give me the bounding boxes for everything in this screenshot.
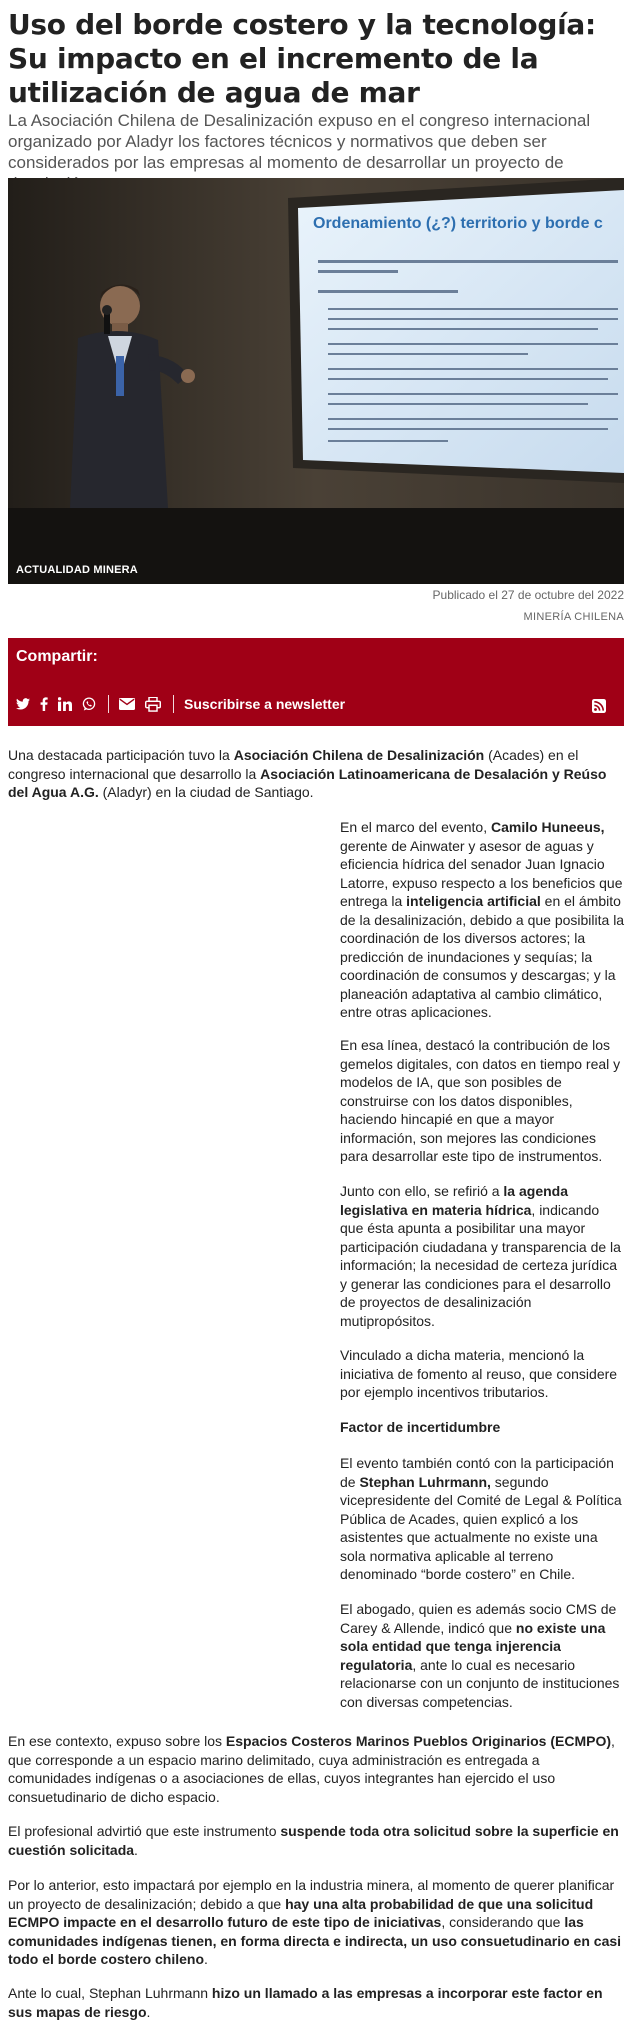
p11-bold-b: hizo un llamado a las empresas a incorporar este factor en sus mapas de riesgo: [8, 1985, 603, 2020]
p1-bold-b: Asociación Chilena de Desalinización: [233, 747, 485, 763]
paragraph-2: [340, 818, 626, 1022]
share-separator: [108, 695, 109, 713]
p10-bold-d: las comunidades indígenas tienen, en forma directa e indirecta, un uso consuetudinario en casi todo el borde costero chileno: [8, 1914, 622, 1967]
paragraph-7: [340, 1600, 626, 1711]
p10-bold-b: hay una alta probabilidad de que una solicitud ECMPO impacte en el desarrollo futuro de este tipo de iniciativas: [8, 1895, 594, 1930]
p6-text-c: segundo vicepresidente del Comité de Legal & Política Pública de Acades, quien explicó a los asistentes que actualmente no existe una sola normativa aplicable al terreno denominado “borde costero” en Chile.: [340, 1473, 622, 1582]
whatsapp-icon[interactable]: [82, 694, 96, 714]
paragraph-11: [8, 1984, 624, 2021]
p9-bold-b: suspende toda otra solicitud sobre la superficie en cuestión solicitada: [8, 1823, 619, 1858]
p6-bold-b: Stephan Luhrmann,: [359, 1473, 491, 1490]
twitter-icon[interactable]: [16, 694, 30, 714]
paragraph-9: [8, 1822, 624, 1859]
share-box: [8, 638, 624, 726]
p8-text-c: , que corresponde a un espacio marino delimitado, cuya administración es entregada a comunidades indígenas o a asociaciones de ellas, cuyos integrantes han ejercido el uso consuetudinario de dicho espacio.: [8, 1733, 615, 1805]
conference-photo: [8, 178, 624, 584]
p7-text-a: El abogado, quien es además socio CMS de Carey & Allende, indicó que: [340, 1601, 617, 1636]
p2-text-a: En el marco del evento,: [340, 819, 491, 835]
p10-text-e: .: [204, 1951, 208, 1967]
p1-text-a: Una destacada participación tuvo la: [8, 747, 234, 763]
p7-text-c: , ante lo cual es necesario relacionarse con un conjunto de instituciones con diversas competencias.: [340, 1656, 620, 1710]
linkedin-icon[interactable]: [58, 694, 72, 714]
paragraph-8: [8, 1732, 624, 1806]
p11-text-c: .: [146, 2003, 151, 2020]
p10-text-a: Por lo anterior, esto impactará por ejemplo en la industria minera, al momento de querer planificar un proyecto de desalinización; debido a que: [8, 1877, 615, 1912]
rss-icon[interactable]: [592, 696, 606, 716]
p4-bold-b: la agenda legislativa en materia hídrica: [340, 1183, 569, 1218]
paragraph-5: Vinculado a dicha materia, mencionó la iniciativa de fomento al reuso, que considere por ejemplo incentivos tributarios.: [340, 1347, 618, 1400]
p1-text-c: (Acades) en el congreso internacional que desarrollo la: [8, 747, 579, 782]
p6-text-a: El evento también contó con la participación de: [340, 1455, 614, 1490]
publish-date: Publicado el 27 de octubre del 2022: [432, 588, 624, 602]
p8-text-a: En ese contexto, expuso sobre los: [8, 1733, 226, 1749]
p2-text-e: en el ámbito de la desalinización, debido a que posibilita la coordinación de los diversos actores; la predicción de inundaciones y sequías; la coordinación de consumos y descargas; y la planeación adaptativa al cambio climático, entre otras aplicaciones.: [340, 893, 625, 1020]
p4-text-a: Junto con ello, se refirió a: [340, 1183, 504, 1199]
facebook-icon[interactable]: [40, 694, 48, 714]
article-hero-image: [8, 178, 624, 584]
mail-icon[interactable]: [119, 694, 135, 714]
section-subheading: Factor de incertidumbre: [340, 1419, 501, 1435]
p1-bold-d: Asociación Latinoamericana de Desalación y Reúso del Agua A.G.: [8, 765, 607, 800]
share-bar: [16, 694, 616, 714]
share-title: Compartir:: [16, 648, 98, 665]
print-icon[interactable]: [145, 694, 161, 714]
p8-bold-b: Espacios Costeros Marinos Pueblos Originarios (ECMPO): [225, 1733, 612, 1749]
article-title: Uso del borde costero y la tecnología: Su impacto en el incremento de la utilización de agua de mar: [8, 8, 596, 109]
paragraph-10: [8, 1876, 624, 1969]
p2-bold-d: inteligencia artificial: [406, 893, 541, 909]
p10-text-c: , considerando que: [441, 1914, 565, 1930]
share-separator: [173, 695, 174, 713]
image-credit: ACTUALIDAD MINERA: [16, 564, 138, 576]
paragraph-3: En esa línea, destacó la contribución de los gemelos digitales, con datos en tiempo real y modelos de IA, que son posibles de construirse con los datos disponibles, haciendo hincapié en que a mayor información, son mejores las condiciones para desarrollar este tipo de instrumentos.: [340, 1037, 621, 1164]
paragraph-4: [340, 1182, 626, 1330]
subscribe-newsletter-link[interactable]: Suscribirse a newsletter: [184, 696, 346, 712]
article-lead: La Asociación Chilena de Desalinización expuso en el congreso internacional organizado por Aladyr los factores técnicos y normativos que deben ser considerados por las empresas al momento de desarrollar un proyecto de: [8, 111, 591, 172]
paragraph-6: [340, 1454, 626, 1584]
p1-text-e: (Aladyr) en la ciudad de Santiago.: [98, 784, 314, 800]
p11-text-a: Ante lo cual, Stephan Luhrmann: [8, 1985, 212, 2001]
p2-bold-b: Camilo Huneeus,: [490, 819, 605, 835]
p7-bold-b: no existe una sola entidad que tenga injerencia regulatoria: [340, 1619, 606, 1673]
publish-source: MINERÍA CHILENA: [523, 611, 624, 623]
p9-text-a: El profesional advirtió que este instrumento: [8, 1823, 281, 1839]
p9-text-c: .: [134, 1841, 138, 1858]
slide-title: Ordenamiento (¿?) territorio y borde c: [313, 215, 603, 232]
p4-text-c: , indicando que ésta apunta a posibilitar una mayor participación ciudadana y transparencia de la información; la necesidad de certeza jurídica y generar las condiciones para el desarrollo de proyectos de desalinización mutipropósitos.: [340, 1201, 621, 1329]
p2-text-c: gerente de Ainwater y asesor de aguas y eficiencia hídrica del senador Juan Ignacio Latorre, expuso respecto a los beneficios que entrega la: [340, 837, 623, 909]
paragraph-1: [8, 746, 624, 802]
